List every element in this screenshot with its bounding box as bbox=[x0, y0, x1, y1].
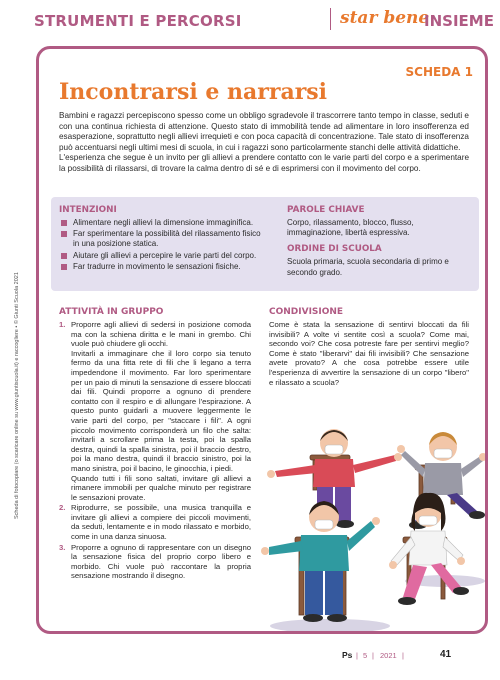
intenzioni-item bbox=[59, 229, 267, 249]
square-bullet-icon bbox=[61, 264, 67, 270]
activity-step bbox=[59, 503, 251, 541]
keywords-heading: PAROLE CHIAVE bbox=[287, 205, 365, 215]
children-illustration bbox=[255, 421, 487, 634]
intenzioni-item bbox=[59, 218, 267, 228]
square-bullet-icon bbox=[61, 231, 67, 237]
step-text: Riprodurre, se possibile, una musica tranquilla e invitare gli allievi a compiere dei piccoli movimenti, da seduti, lentamente e in modo rilassato e morbido, come in una danza sinuosa. bbox=[71, 503, 251, 542]
sheet-frame bbox=[36, 46, 488, 634]
issue-number: 5 bbox=[363, 651, 368, 660]
child-figure bbox=[261, 501, 380, 622]
step-text: Proporre agli allievi di sedersi in posizione comoda ma con la schiena diritta e le mani in grembo. Chi vuole può chiudere gli occhi. bbox=[71, 320, 251, 349]
intenzioni-item-text: Aiutare gli allievi a percepire le varie parti del corpo. bbox=[73, 250, 257, 260]
square-bullet-icon bbox=[61, 220, 67, 226]
intenzioni-item bbox=[59, 251, 267, 261]
step-text: Proporre a ognuno di rappresentare con un disegno la sensazione fisica del proprio corpo libero e morbido. Chi vuole può raccontare la propria sensazione mostrando il disegno. bbox=[71, 542, 251, 581]
sheet-label: SCHEDA 1 bbox=[405, 65, 473, 79]
group-activity-heading: ATTIVITÀ IN GRUPPO bbox=[59, 307, 164, 317]
intenzioni-item-text: Alimentare negli allievi la dimensione immaginifica. bbox=[73, 218, 254, 227]
issue-year: 2021 bbox=[380, 651, 397, 660]
step-number: 3. bbox=[59, 542, 66, 552]
page-header bbox=[0, 0, 500, 40]
sharing-heading: CONDIVISIONE bbox=[269, 307, 344, 317]
step-text: Quando tutti i fili sono saltati, invitare gli allievi a rimanere immobili per qualche minuto per registrare le sensazioni provate. bbox=[71, 473, 251, 502]
school-level-heading: ORDINE DI SCUOLA bbox=[287, 244, 382, 255]
activity-steps bbox=[59, 320, 251, 581]
activity-step bbox=[59, 543, 251, 581]
step-number: 2. bbox=[59, 503, 66, 513]
side-copyright-note: Scheda di fotocopiare (o scaricare online su www.giuntiscuola.it) e raccogliere • © Giunti Scuola 2021 bbox=[14, 272, 20, 519]
intenzioni-list bbox=[59, 218, 267, 272]
step-text: Invitarli a immaginare che il loro corpo sia tenuto fermo da una fitta rete di fili che li legano a terra impedendone il movimento. Far loro sperimentare per un paio di minuti la sensazione di essere bloccati dai fili. Quindi proporre a ognuno di prendere contatto con il respiro e di allungare l'espirazione. A questo punto guidarli a muovere leggermente le varie parti del corpo, per "staccare i fili". A ogni piccolo movimento corrisponderà un filo che salta: invitarli a scrollare prima la testa, poi la spalla destra, quindi la spalla sinistra, poi il braccio destro, poi la mano destra, quindi il braccio sinistro, poi la mano sinistra, poi il bacino, le ginocchia, i piedi. bbox=[71, 348, 251, 473]
square-bullet-icon bbox=[61, 253, 67, 259]
intenzioni-heading: INTENZIONI bbox=[59, 205, 117, 215]
footer-separator: | bbox=[372, 651, 374, 660]
brand-suffix: INSIEME bbox=[424, 12, 494, 30]
intro-paragraph: Bambini e ragazzi percepiscono spesso come un obbligo sgradevole il trascorrere tanto tempo in classe, seduti e con una continua richiesta di attenzione. Questo stato di immobilità tende ad alimentare in loro insofferenza ed esasperazione, soprattutto negli allievi irrequieti e con poca capacità di concentrazione. Tale stato di insofferenza può accentuarsi negli ultimi mesi di scuola, in cui i ragazzi sono particolarmente stanchi delle attività didattiche. bbox=[59, 111, 469, 152]
section-title: STRUMENTI E PERCORSI bbox=[34, 12, 242, 30]
group-activity-section bbox=[59, 307, 251, 582]
sharing-section bbox=[269, 307, 469, 387]
footer-separator: | bbox=[356, 651, 358, 660]
intro-paragraph: L'esperienza che segue è un invito per gli allievi a prendere contatto con le varie parti del corpo e a sperimentare la possibilità di rilassarsi, di trovare la calma dentro di sé e di esprimersi con il movimento del corpo. bbox=[59, 153, 469, 173]
activity-step bbox=[59, 320, 251, 502]
intenzioni-item-text: Far sperimentare la possibilità del rilassamento fisico in una posizione statica. bbox=[73, 229, 261, 249]
intenzioni-section bbox=[59, 205, 267, 273]
school-level-text: Scuola primaria, scuola secondaria di primo e secondo grado. bbox=[287, 257, 449, 277]
child-figure bbox=[389, 493, 469, 605]
step-number: 1. bbox=[59, 320, 66, 329]
brand-logo: star bene bbox=[340, 8, 430, 28]
sharing-text: Come è stata la sensazione di sentirvi bloccati da fili invisibili? A volte vi sentite così a scuola? Come mai, secondo voi? Che cosa potreste fare per sentirvi meglio? Come è stato "liberarvi" dai fili invisibili? Che sensazione avete provato? A che cosa potrebbe essere utile l'esperienza di avvertire la sensazione di un corpo "libero" e rilassato a scuola? bbox=[269, 320, 469, 387]
keywords-text: Corpo, rilassamento, blocco, flusso, immaginazione, libertà espressiva. bbox=[287, 218, 414, 238]
info-box bbox=[51, 197, 479, 291]
header-divider bbox=[330, 8, 331, 30]
footer-separator: | bbox=[402, 651, 404, 660]
sheet-title: Incontrarsi e narrarsi bbox=[59, 79, 328, 105]
keywords-section bbox=[287, 205, 469, 278]
intenzioni-item bbox=[59, 262, 267, 272]
page-number: 41 bbox=[440, 649, 452, 660]
intro-text bbox=[59, 111, 469, 175]
page-footer bbox=[0, 646, 500, 666]
magazine-name: Ps bbox=[342, 650, 353, 660]
intenzioni-item-text: Far tradurre in movimento le sensazioni fisiche. bbox=[73, 261, 241, 271]
